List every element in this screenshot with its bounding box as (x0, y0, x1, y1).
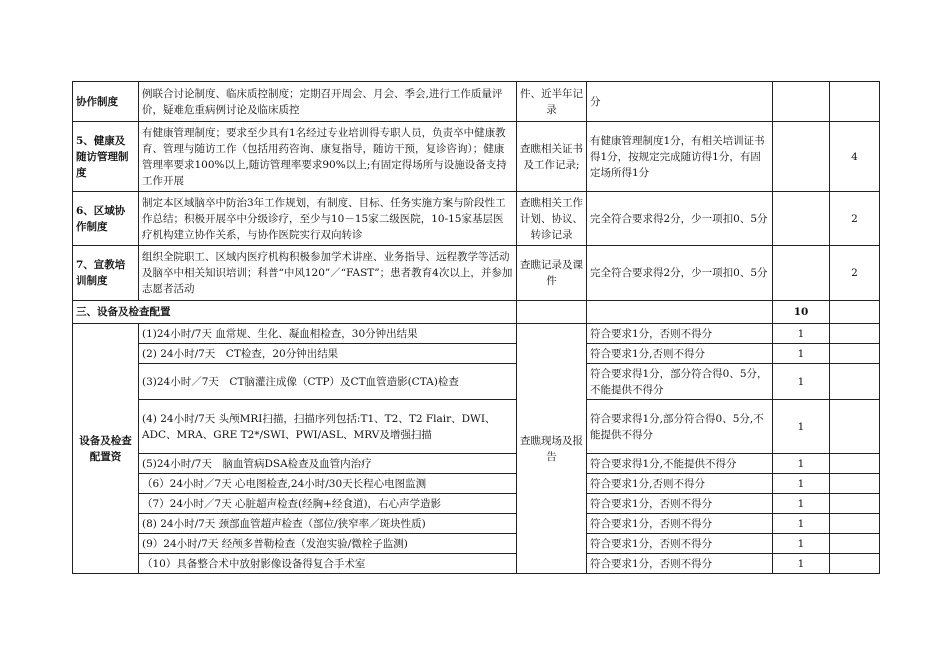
table-row (73, 246, 880, 301)
category-cell: 6、区域协作制度 (73, 192, 139, 246)
score-cell: 1 (773, 474, 830, 494)
empty-cell (830, 474, 880, 494)
criteria-cell: 符合要求得1分,部分符合得0、5分,不能提供不得分 (587, 400, 773, 454)
score-cell: 1 (773, 534, 830, 554)
score-cell: 1 (773, 364, 830, 400)
criteria-cell: 符合要求1分，否则不得分 (587, 514, 773, 534)
empty-cell (830, 494, 880, 514)
section-header-row (73, 301, 880, 324)
table-row (73, 344, 880, 364)
criteria-cell: 分 (587, 82, 773, 122)
content-cell: （6）24小时／7天 心电图检查,24小时/30天长程心电图监测 (139, 474, 517, 494)
section-title: 三、设备及检查配置 (73, 301, 517, 324)
table-row (73, 494, 880, 514)
empty-cell (830, 454, 880, 474)
score-cell: 2 (830, 192, 880, 246)
criteria-cell: 符合要求得1分,不能提供不得分 (587, 454, 773, 474)
score-cell: 1 (773, 494, 830, 514)
category-cell: 协作制度 (73, 82, 139, 122)
content-cell: （7）24小时／7天 心脏超声检查(经胸+经食道)，右心声学造影 (139, 494, 517, 514)
score-cell: 1 (773, 344, 830, 364)
method-cell: 查瞧相关工作计划、协议、转诊记录 (517, 192, 587, 246)
score-cell (830, 82, 880, 122)
empty-cell (517, 301, 587, 324)
criteria-cell: 符合要求1分，否则不得分 (587, 324, 773, 344)
score-cell: 1 (773, 514, 830, 534)
empty-cell (830, 364, 880, 400)
empty-cell (587, 301, 773, 324)
empty-cell (830, 400, 880, 454)
table-row (73, 400, 880, 454)
table-row (73, 534, 880, 554)
content-cell: (9）24小时/7天 经颅多普勒检查（发泡实验/微栓子监测) (139, 534, 517, 554)
criteria-cell: 符合要求得1分，部分符合得0、5分，不能提供不得分 (587, 364, 773, 400)
score-cell: 4 (830, 122, 880, 192)
criteria-cell: 符合要求1分,否则不得分 (587, 474, 773, 494)
section-total: 10 (773, 301, 830, 324)
content-cell: (4) 24小时/7天 头颅MRI扫描，扫描序列包括:T1、T2、T2 Flair、DWI、ADC、MRA、GRE T2*/SWI、PWI/ASL、MRV及增强扫描 (139, 400, 517, 454)
table-row (73, 192, 880, 246)
empty-cell (773, 246, 830, 301)
table-row (73, 122, 880, 192)
criteria-cell: 完全符合要求得2分，少一项扣0、5分 (587, 246, 773, 301)
table-row (73, 454, 880, 474)
content-cell: 制定本区域脑卒中防治3年工作规划，有制度、目标、任务实施方案与阶段性工作总结；积极开展卒中分级诊疗，至少与10－15家二级医院，10-15家基层医疗机构建立协作关系，与协作医院实行双向转诊 (139, 192, 517, 246)
table-row (73, 474, 880, 494)
content-cell: 组织全院职工、区域内医疗机构积极参加学术讲座、业务指导、远程教学等活动及脑卒中相关知识培训；科普“中风120”／“FAST”；患者教育4次以上，并参加志愿者活动 (139, 246, 517, 301)
empty-cell (830, 324, 880, 344)
method-cell: 查瞧现场及报告 (517, 324, 587, 574)
content-cell: (2) 24小时/7天 CT检查，20分钟出结果 (139, 344, 517, 364)
content-cell: 例联合讨论制度、临床质控制度；定期召开周会、月会、季会,进行工作质量评价，疑难危重病例讨论及临床质控 (139, 82, 517, 122)
method-cell: 件、近半年记录 (517, 82, 587, 122)
criteria-cell: 符合要求1分，否则不得分 (587, 534, 773, 554)
criteria-cell: 符合要求1分，否则不得分 (587, 554, 773, 574)
content-cell: (8) 24小时/7天 颈部血管超声检查（部位/狭窄率／斑块性质) (139, 514, 517, 534)
empty-cell (830, 344, 880, 364)
criteria-cell: 符合要求1分，否则不得分 (587, 494, 773, 514)
content-cell: 有健康管理制度；要求至少具有1名经过专业培训得专职人员，负责卒中健康教育、管理与随访工作（包括用药咨询、康复指导，随访干预，复诊咨询）；健康管理率要求100%以上,随访管理率要求90%以上;有固定得场所与设施设备支持工作开展 (139, 122, 517, 192)
score-cell: 1 (773, 324, 830, 344)
method-cell: 查瞧相关证书及工作记录; (517, 122, 587, 192)
evaluation-table (72, 81, 880, 574)
table-row (73, 364, 880, 400)
criteria-cell: 完全符合要求得2分，少一项扣0、5分 (587, 192, 773, 246)
category-cell: 5、健康及随访管理制度 (73, 122, 139, 192)
method-cell: 查瞧记录及课件 (517, 246, 587, 301)
score-cell: 1 (773, 554, 830, 574)
content-cell: (5)24小时/7天 脑血管病DSA检查及血管内治疗 (139, 454, 517, 474)
category-cell: 设备及检查配置资 (73, 324, 139, 574)
score-cell: 2 (830, 246, 880, 301)
empty-cell (830, 554, 880, 574)
empty-cell (773, 82, 830, 122)
table-row (73, 82, 880, 122)
empty-cell (830, 534, 880, 554)
content-cell: （10）具备整合术中放射影像设备得复合手术室 (139, 554, 517, 574)
score-cell: 1 (773, 454, 830, 474)
content-cell: (1)24小时/7天 血常规、生化、凝血相检查，30分钟出结果 (139, 324, 517, 344)
empty-cell (773, 122, 830, 192)
table-row (73, 554, 880, 574)
empty-cell (773, 192, 830, 246)
criteria-cell: 有健康管理制度1分，有相关培训证书得1分，按规定完成随访得1分，有固定场所得1分 (587, 122, 773, 192)
content-cell: (3)24小时／7天 CT脑灌注成像（CTP）及CT血管造影(CTA)检查 (139, 364, 517, 400)
criteria-cell: 符合要求1分,否则不得分 (587, 344, 773, 364)
empty-cell (830, 514, 880, 534)
category-cell: 7、宣教培训制度 (73, 246, 139, 301)
table-row (73, 324, 880, 344)
empty-cell (830, 301, 880, 324)
table-row (73, 514, 880, 534)
score-cell: 1 (773, 400, 830, 454)
